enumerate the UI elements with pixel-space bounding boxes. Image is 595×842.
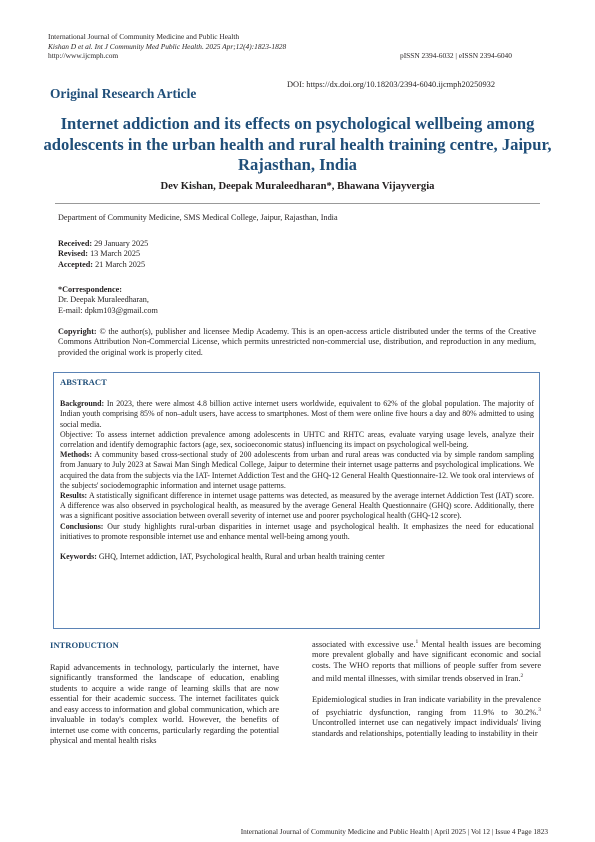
correspondence-name: Dr. Deepak Muraleedharan,: [58, 295, 149, 305]
correspondence-label: *Correspondence:: [58, 285, 122, 294]
intro-paragraph: Epidemiological studies in Iran indicate variability in the prevalence of psychiatric dysfunction, ranging from 11.9% to 30.2%.$^3$ Uncontrolled internet use can negatively impact individuals' living standards and relationships, potentially leading to instability in their: [312, 694, 541, 738]
abstract-methods: Methods: A community based cross-sectional study of 200 adolescents from urban and rural areas was conducted via by simple random sampling from January to July 2023 at Sawai Man Singh Medical College, Jaipur to determine their internet usage patterns and psychological implications. We acquired the data from the subjects via the IAT- Internet Addiction Test and the GHQ-12 General Health Questionnaire-12. We took oral interviews of the subjects' sociodemographic information and internet usage patterns.: [60, 450, 534, 490]
copyright-notice: Copyright: © the author(s), publisher and licensee Medip Academy. This is an open-access article distributed under the terms of the Creative Commons Attribution Non-Commercial License, which permits unrestricted non-commercial use, distribution, and reproduction in any medium, provided the original work is properly cited.: [58, 327, 537, 357]
doi-link[interactable]: DOI: https://dx.doi.org/10.18203/2394-6040.ijcmph20250932: [287, 80, 496, 89]
journal-name: International Journal of Community Medicine and Public Health: [48, 32, 240, 41]
correspondence-email[interactable]: E-mail: dpkm103@gmail.com: [58, 305, 158, 315]
abstract-results: Results: A statistically significant difference in internet usage patterns was detected, as measured by the average internet Addiction Test (IAT) score. A difference was also observed in psychological health, as measured by the average General Health Questionnaire (GHQ) score. Additionally, there was a significant positive association between overall severity of internet use and poorer psychological health (GHQ-12 score).: [60, 491, 535, 521]
intro-right-column: [312, 637, 541, 749]
running-header: [48, 32, 286, 61]
intro-paragraph: associated with excessive use.$^1$ Mental health issues are becoming more prevalent globally and have significant economic and social costs. The WHO reports that millions of people suffer from severe and mild mental illnesses, with similar trends observed in Iran.$^2$: [312, 639, 541, 684]
keywords: Keywords: GHQ, Internet addiction, IAT, Psychological health, Rural and urban health training center: [60, 552, 385, 562]
page-footer: International Journal of Community Medicine and Public Health | April 2025 | Vol 12 | Issue 4 Page 1823: [240, 827, 548, 836]
intro-heading: INTRODUCTION: [50, 640, 119, 650]
citation-ref[interactable]: 3: [538, 707, 541, 714]
article-title: Internet addiction and its effects on psychological wellbeing among adolescents in the urban health and rural health training centre, Jaipur, Rajasthan, India: [43, 114, 552, 174]
article-type: Original Research Article: [50, 86, 197, 101]
intro-left-column: [50, 640, 279, 757]
article-dates: [58, 239, 148, 270]
abstract-conclusions: Conclusions: Our study highlights rural-urban disparities in internet usage and psychological health. It emphasizes the need for educational initiatives to promote responsible internet use and enhance mental well-being among youth.: [60, 521, 534, 541]
received-date: Received: 29 January 2025: [58, 239, 149, 248]
citation-ref[interactable]: 2: [520, 673, 524, 680]
abstract-box: [53, 372, 540, 629]
affiliation: Department of Community Medicine, SMS Medical College, Jaipur, Rajasthan, India: [58, 213, 338, 222]
issn: pISSN 2394-6032 | eISSN 2394-6040: [400, 51, 512, 60]
abstract-objective: Objective: To assess internet addiction prevalence among adolescents in UHTC and RHTC areas, evaluate varying usage levels, analyze their correlation and identify demographic factors (age, sex, socioeconomic status) influencing its impact on psychological well-being.: [60, 429, 534, 450]
journal-url[interactable]: http://www.ijcmph.com: [48, 51, 119, 61]
correspondence: [58, 285, 158, 316]
accepted-date: Accepted: 21 March 2025: [58, 259, 146, 269]
abstract-heading: ABSTRACT: [60, 377, 107, 387]
divider: [55, 203, 540, 204]
revised-date: Revised: 13 March 2025: [58, 249, 141, 259]
citation: Kishan D et al. Int J Community Med Public Health. 2025 Apr;12(4):1823-1828: [48, 41, 287, 51]
citation-ref[interactable]: 1: [415, 639, 419, 645]
author-list: Dev Kishan, Deepak Muraleedharan*, Bhawana Vijayvergia: [160, 181, 435, 192]
abstract-background: Background: In 2023, there were almost 4.8 billion active internet users worldwide, equivalent to 62% of the global population. The majority of Indian youth comprising 85% of non–adult users, have access to smartphones. Most of them were online five hours a day and 80% admitted to using social media.: [60, 399, 534, 429]
intro-paragraph: Rapid advancements in technology, particularly the internet, have significantly transformed the landscape of education, enabling students to acquire a wide range of learning skills that are now essential for their academic success. The internet facilitates quick and easy access to information and global communication, which are invaluable in today's complex world. However, the benefits of internet use come with concerns, particularly regarding the potential physical and mental health risks: [50, 662, 280, 745]
